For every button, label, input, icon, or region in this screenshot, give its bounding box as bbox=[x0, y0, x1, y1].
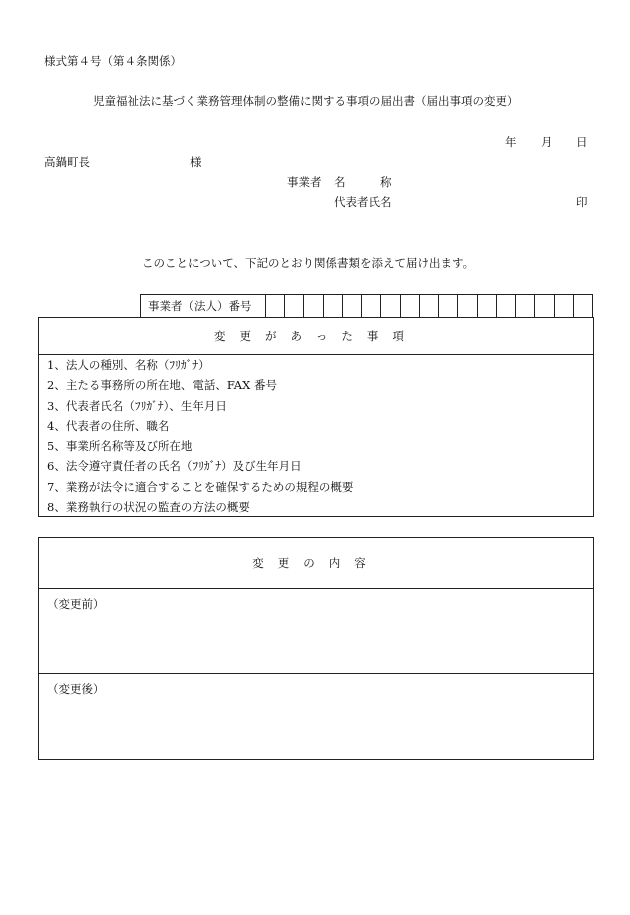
business-number-digit-cell[interactable] bbox=[266, 295, 285, 317]
business-number-digit-cell[interactable] bbox=[458, 295, 477, 317]
business-number-digit-cell[interactable] bbox=[304, 295, 323, 317]
business-number-digit-cell[interactable] bbox=[535, 295, 554, 317]
business-number-digit-cell[interactable] bbox=[555, 295, 574, 317]
recipient-suffix: 様 bbox=[190, 155, 202, 169]
list-item: 5、事業所名称等及び所在地 bbox=[47, 439, 193, 454]
changed-items-heading: 変更があった事項 bbox=[39, 318, 593, 355]
before-change-section[interactable] bbox=[39, 589, 593, 674]
form-title: 児童福祉法に基づく業務管理体制の整備に関する事項の届出書（届出事項の変更） bbox=[93, 94, 519, 108]
changed-items-list bbox=[39, 355, 593, 517]
list-item: 7、業務が法令に適合することを確保するための規程の概要 bbox=[47, 479, 354, 494]
before-change-label: （変更前） bbox=[47, 597, 105, 611]
business-number-digit-cell[interactable] bbox=[285, 295, 304, 317]
business-number-digit-cell[interactable] bbox=[497, 295, 516, 317]
business-number-digit-cell[interactable] bbox=[574, 295, 592, 317]
after-change-section[interactable] bbox=[39, 674, 593, 759]
list-item: 4、代表者の住所、職名 bbox=[47, 418, 170, 433]
business-number-digit-cell[interactable] bbox=[362, 295, 381, 317]
statement: このことについて、下記のとおり関係書類を添えて届け出ます。 bbox=[142, 256, 475, 270]
change-contents-box bbox=[38, 537, 594, 760]
business-number-digit-cell[interactable] bbox=[401, 295, 420, 317]
business-number-label: 事業者（法人）番号 bbox=[141, 295, 266, 317]
list-item: 2、主たる事務所の所在地、電話、FAX 番号 bbox=[47, 378, 277, 393]
operator-name-label: 名 称 bbox=[334, 175, 392, 189]
date-year: 年 bbox=[505, 135, 517, 149]
business-number-digit-cell[interactable] bbox=[381, 295, 400, 317]
list-item: 3、代表者氏名（ﾌﾘｶﾞﾅ）、生年月日 bbox=[47, 398, 227, 413]
date-month: 月 bbox=[541, 135, 553, 149]
form-number: 様式第４号（第４条関係） bbox=[44, 54, 182, 68]
business-number-digit-cell[interactable] bbox=[516, 295, 535, 317]
list-item: 6、法令遵守責任者の氏名（ﾌﾘｶﾞﾅ）及び生年月日 bbox=[47, 459, 302, 474]
date-day: 日 bbox=[576, 135, 588, 149]
changed-items-box bbox=[38, 317, 594, 517]
business-number-row bbox=[140, 294, 593, 317]
after-change-label: （変更後） bbox=[47, 682, 105, 696]
recipient-name: 高鍋町長 bbox=[44, 155, 90, 169]
list-item: 8、業務執行の状況の監査の方法の概要 bbox=[47, 500, 250, 515]
operator-representative-label: 代表者氏名 bbox=[334, 195, 392, 209]
business-number-digit-cell[interactable] bbox=[343, 295, 362, 317]
seal-mark: 印 bbox=[576, 195, 588, 209]
operator-label: 事業者 bbox=[287, 175, 322, 189]
business-number-digit-cell[interactable] bbox=[439, 295, 458, 317]
business-number-digit-cell[interactable] bbox=[324, 295, 343, 317]
change-contents-heading: 変更の内容 bbox=[39, 538, 593, 589]
business-number-digit-cell[interactable] bbox=[478, 295, 497, 317]
list-item: 1、法人の種別、名称（ﾌﾘｶﾞﾅ） bbox=[47, 358, 210, 372]
business-number-digit-cell[interactable] bbox=[420, 295, 439, 317]
